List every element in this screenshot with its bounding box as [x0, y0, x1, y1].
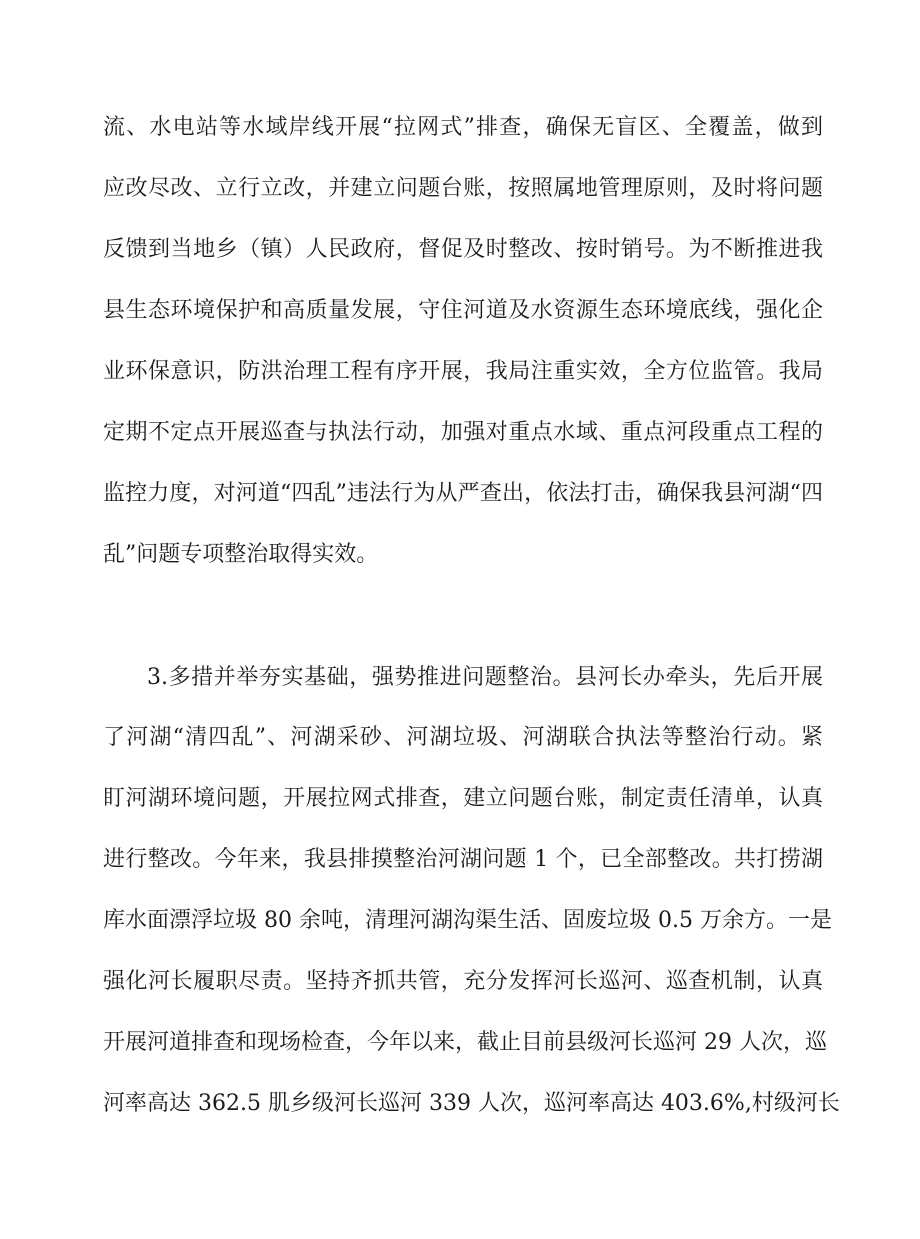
paragraph-1-line-3: 反馈到当地乡（镇）人民政府，督促及时整改、按时销号。为不断推进我 [103, 237, 823, 262]
paragraph-2-line-5: 库水面漂浮垃圾 80 余吨，清理河湖沟渠生活、固废垃圾 0.5 万余方。一是 [103, 908, 832, 933]
paragraph-1-line-8: 乱”问题专项整治取得实效。 [103, 542, 379, 567]
paragraph-1-line-7: 监控力度，对河道“四乱”违法行为从严查出，依法打击，确保我县河湖“四 [103, 481, 823, 506]
paragraph-1-line-6: 定期不定点开展巡查与执法行动，加强对重点水域、重点河段重点工程的 [103, 420, 823, 445]
paragraph-2-line-7: 开展河道排查和现场检查，今年以来，截止目前县级河长巡河 29 人次，巡 [103, 1030, 827, 1055]
paragraph-1-line-1: 流、水电站等水域岸线开展“拉网式”排查，确保无盲区、全覆盖，做到 [103, 115, 823, 140]
paragraph-2-line-6: 强化河长履职尽责。坚持齐抓共管，充分发挥河长巡河、巡查机制，认真 [103, 969, 823, 994]
paragraph-1-line-5: 业环保意识，防洪治理工程有序开展，我局注重实效，全方位监管。我局 [103, 359, 823, 384]
paragraph-2-line-8: 河率高达 362.5 肌乡级河长巡河 339 人次，巡河率高达 403.6%,村级河长 [103, 1091, 840, 1116]
paragraph-2-line-2: 了河湖“清四乱”、河湖采砂、河湖垃圾、河湖联合执法等整治行动。紧 [103, 725, 823, 750]
paragraph-1-line-2: 应改尽改、立行立改，并建立问题台账，按照属地管理原则，及时将问题 [103, 176, 823, 201]
paragraph-1-line-4: 县生态环境保护和高质量发展，守住河道及水资源生态环境底线，强化企 [103, 298, 823, 323]
paragraph-2-line-3: 盯河湖环境问题，开展拉网式排查，建立问题台账，制定责任清单，认真 [103, 786, 823, 811]
paragraph-2-line-1: 3.多措并举夯实基础，强势推进问题整治。县河长办牵头，先后开展 [147, 665, 823, 690]
paragraph-2-line-4: 进行整改。今年来，我县排摸整治河湖问题 1 个，已全部整改。共打捞湖 [103, 847, 823, 872]
